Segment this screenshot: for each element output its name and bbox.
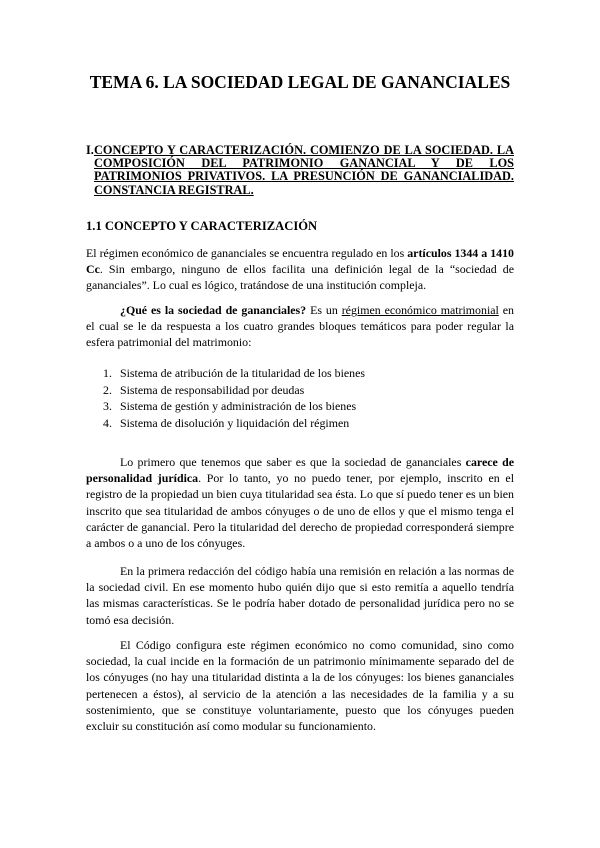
list-item	[86, 398, 514, 415]
subsection-heading: 1.1 CONCEPTO Y CARACTERIZACIÓN	[86, 219, 318, 233]
paragraph-2	[86, 302, 514, 351]
list-item-text: Sistema de atribución de la titularidad de los bienes	[120, 366, 366, 380]
paragraph-2-text-b: en el cual se le da respuesta a los cuatro grandes bloques temáticos para poder regular la esfera patrimonial del matrimonio:	[86, 303, 514, 350]
paragraph-1-text-c: . Sin embargo, ninguno de ellos facilita una definición legal de la “sociedad de gananciales”. Lo cual es lógico, tratándose de una institución compleja.	[86, 262, 514, 293]
paragraph-2-text-a: Es un	[306, 303, 342, 317]
list-item	[86, 415, 514, 432]
section-number: I.	[86, 143, 94, 157]
paragraph-1-bold: artículos 1344 a 1410 Cc	[86, 246, 514, 277]
paragraph-5: El Código configura este régimen económico no como comunidad, sino como sociedad, la cual incide en la formación de un patrimonio mínimamente separado del de los cónyuges (no hay una titularidad distinta a la de los cónyuges: los bienes gananciales pertenecen a éstos), al servicio de la atención a las necesidades de la familia y a su sostenimiento, que se constituye voluntariamente, puesto que los cónyuges pueden excluir su constitución así como modular su funcionamiento.	[86, 638, 514, 734]
paragraph-1-text-a: El régimen económico de gananciales se encuentra regulado en los	[86, 246, 408, 260]
list-item	[86, 382, 514, 399]
numbered-list	[86, 365, 514, 431]
list-item-text: Sistema de disolución y liquidación del régimen	[120, 415, 350, 430]
list-item-number: 4.	[103, 415, 112, 430]
paragraph-3	[86, 454, 514, 551]
list-item-number: 3.	[103, 399, 112, 414]
page-title: TEMA 6. LA SOCIEDAD LEGAL DE GANANCIALES	[89, 72, 511, 92]
list-item	[86, 365, 514, 382]
list-item-number: 1.	[103, 366, 112, 380]
paragraph-3-text-c: . Por lo tanto, yo no puedo tener, por ejemplo, inscrito en el registro de la propiedad un bien cuya titularidad sea ésta. Lo que sí puedo tener es un bien inscrito que sea titularidad de ambos cónyuges o de uno de ellos y que el mismo tenga el carácter de ganancial. Pero la titularidad del derecho de propiedad corresponderá siempre a ambos o a uno de los cónyuges.	[86, 471, 514, 551]
paragraph-4: En la primera redacción del código había una remisión en relación a las normas de la sociedad civil. En ese momento hubo quién dijo que si esto remitía a aquello tendría las mismas características. Se le podría haber dotado de personalidad jurídica pero no se tomó esa decisión.	[86, 564, 514, 627]
paragraph-3-bold: carece de personalidad jurídica	[86, 455, 514, 486]
list-item-text: Sistema de gestión y administración de los bienes	[120, 399, 357, 414]
paragraph-3-text-a: Lo primero que tenemos que saber es que la sociedad de gananciales	[120, 455, 466, 469]
paragraph-2-underlined: régimen económico matrimonial	[341, 303, 499, 317]
section-heading-text: CONCEPTO Y CARACTERIZACIÓN. COMIENZO DE LA SOCIEDAD. LA COMPOSICIÓN DEL PATRIMONIO GANANCIAL Y DE LOS PATRIMONIOS PRIVATIVOS. LA PRESUNCIÓN DE GANANCIALIDAD. CONSTANCIA REGISTRAL.	[94, 143, 514, 197]
list-item-number: 2.	[103, 382, 112, 397]
paragraph-1	[86, 245, 514, 294]
section-heading	[86, 144, 514, 197]
list-item-text: Sistema de responsabilidad por deudas	[120, 382, 305, 397]
paragraph-2-question: ¿Qué es la sociedad de gananciales?	[120, 303, 307, 317]
